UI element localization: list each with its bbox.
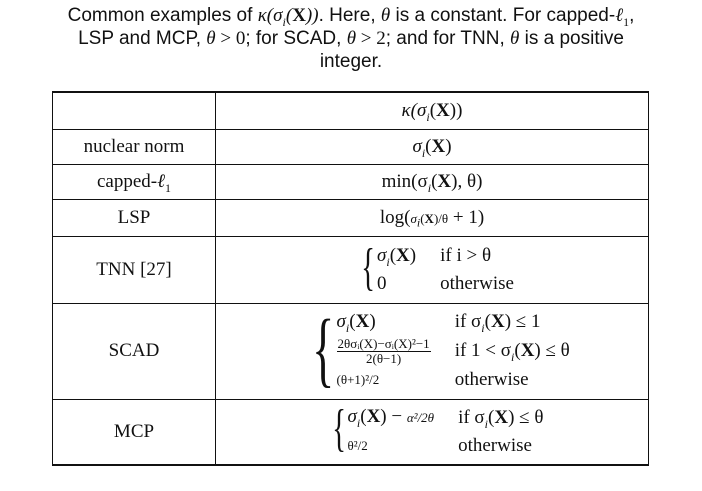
table-row (53, 399, 649, 465)
piecewise-scad: { $\sigma_i(X)$ if $\sigma_i(X) \le 1$ $\frac{\text{2θσᵢ(X)−σᵢ(X)²−1}}{2(\theta-1)}$ if $1 < \sigma_i(X) \le \theta$ (θ+1)²/2 otherwise (312, 303, 570, 397)
header-kappa-cell: $\kappa(\sigma_i(X))$ (216, 92, 649, 129)
caption-line-1: Common examples of $\kappa(\sigma_i(X))$. Here, θ is a constant. For capped-ℓ$_1$, (67, 5, 635, 29)
caption-line-3: integer. (319, 51, 383, 72)
table-header-row (53, 92, 649, 129)
row-name-lsp: LSP (53, 199, 216, 236)
row-name-mcp: MCP (53, 399, 216, 465)
row-expr-nuclear-norm: $\sigma_i(X)$ (216, 129, 649, 164)
piecewise-mcp: { $\sigma_i(X) - \alpha^2/2\theta$ if $\sigma_i(X) \le \theta$ θ²/2 otherwise (331, 400, 544, 458)
table-row (53, 129, 649, 164)
piecewise-tnn: { $\sigma_i(X)$ if i > θ 0 otherwise (361, 238, 514, 296)
header-empty-cell (53, 92, 216, 129)
row-expr-scad (216, 303, 649, 399)
penalty-table (52, 91, 649, 466)
table-caption (0, 4, 702, 73)
row-expr-mcp (216, 399, 649, 465)
table-row (53, 303, 649, 399)
row-name-tnn: TNN [27] (53, 236, 216, 303)
row-name-nuclear-norm: nuclear norm (53, 129, 216, 164)
row-name-scad: SCAD (53, 303, 216, 399)
table-row (53, 199, 649, 236)
row-name-capped-l1: capped-ℓ$_1$ (53, 164, 216, 199)
row-expr-lsp: $\log(\sigma_i(X)/\theta + 1)$ (216, 199, 649, 236)
row-expr-capped-l1: $\min(\sigma_i(X)$, θ) (216, 164, 649, 199)
table-row (53, 236, 649, 303)
table-row (53, 164, 649, 199)
row-expr-tnn (216, 236, 649, 303)
caption-line-2: LSP and MCP, θ > 0; for SCAD, θ > 2; and for TNN, θ is a positive (78, 28, 624, 49)
